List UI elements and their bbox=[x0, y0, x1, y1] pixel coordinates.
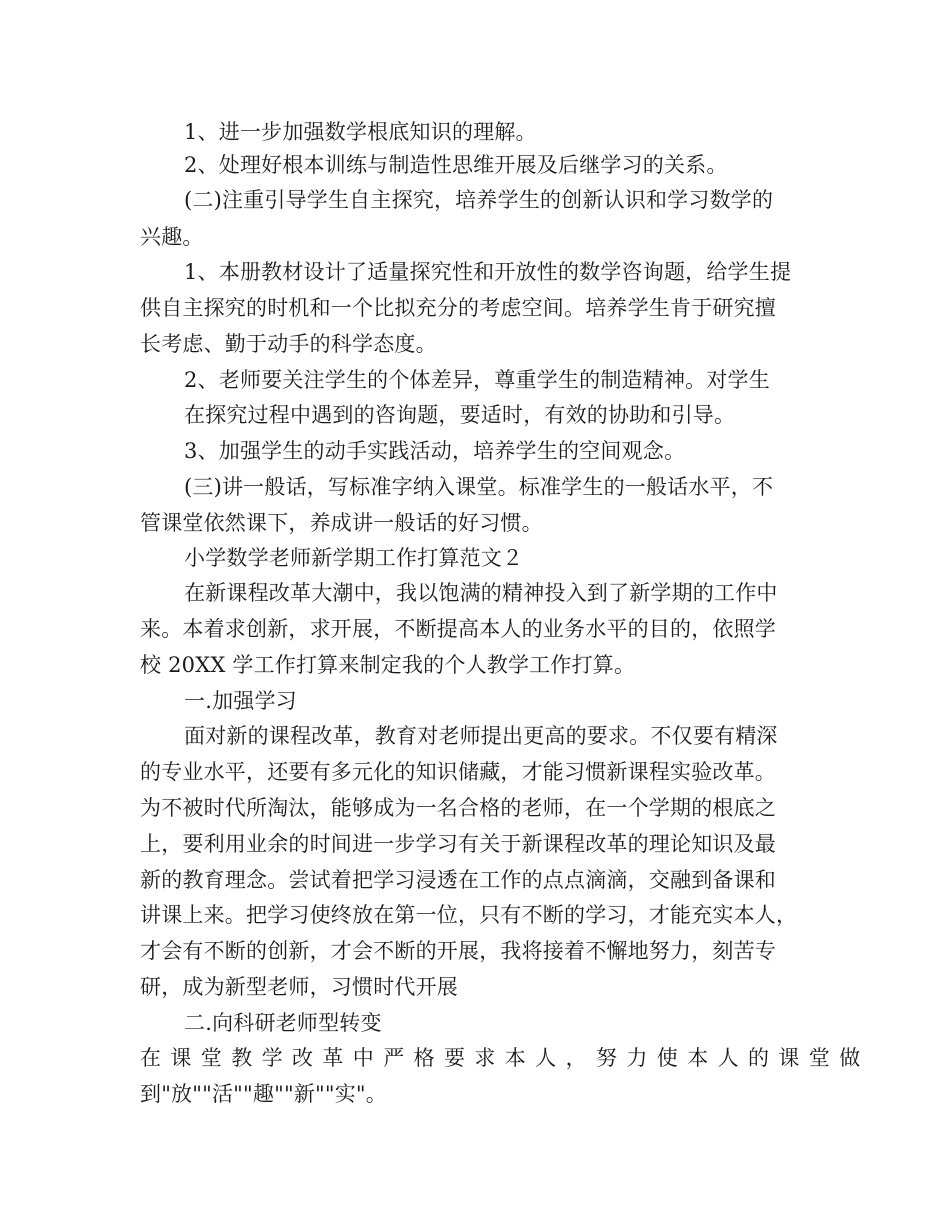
text-line: (二)注重引导学生自主探究，培养学生的创新认识和学习数学的 bbox=[184, 188, 774, 212]
text-line: 才会有不断的创新，才会不断的开展，我将接着不懈地努力，刻苦专 bbox=[140, 939, 776, 963]
text-line: 在新课程改革大潮中，我以饱满的精神投入到了新学期的工作中 bbox=[184, 581, 778, 605]
text-line: 讲课上来。把学习使终放在第一位，只有不断的学习，才能充实本人， bbox=[140, 903, 798, 927]
text-line: 在探究过程中遇到的咨询题，要适时，有效的协助和引导。 bbox=[184, 403, 736, 427]
section-heading: 一.加强学习 bbox=[184, 689, 297, 713]
text-line: 1、本册教材设计了适量探究性和开放性的数学咨询题，给学生提 bbox=[184, 260, 792, 284]
text-line: 供自主探究的时机和一个比拟充分的考虑空间。培养学生肯于研究擅 bbox=[140, 296, 776, 320]
text-line: 上，要利用业余的时间进一步学习有关于新课程改革的理论知识及最 bbox=[140, 832, 776, 856]
text-line: (三)讲一般话，写标准字纳入课堂。标准学生的一般话水平，不 bbox=[184, 475, 774, 499]
section-heading: 小学数学老师新学期工作打算范文２ bbox=[184, 546, 524, 570]
text-line: 新的教育理念。尝试着把学习浸透在工作的点点滴滴，交融到备课和 bbox=[140, 868, 776, 892]
text-line: 到"放""活""趣""新""实"。 bbox=[140, 1082, 387, 1106]
text-line: 管课堂依然课下，养成讲一般话的好习惯。 bbox=[140, 511, 543, 535]
text-line: 来。本着求创新，求开展，不断提高本人的业务水平的目的，依照学 bbox=[140, 617, 776, 641]
text-line: 面对新的课程改革，教育对老师提出更高的要求。不仅要有精深 bbox=[184, 724, 778, 748]
text-line: 1、进一步加强数学根底知识的理解。 bbox=[184, 120, 537, 144]
text-line: 研，成为新型老师，习惯时代开展 bbox=[140, 975, 458, 999]
text-line: 在课堂教学改革中严格要求本人，努力使本人的课堂做 bbox=[140, 1046, 870, 1070]
text-line: 兴趣。 bbox=[140, 225, 204, 249]
text-line: 的专业水平，还要有多元化的知识储藏，才能习惯新课程实验改革。 bbox=[140, 760, 776, 784]
text-line: 校 20XX 学工作打算来制定我的个人教学工作打算。 bbox=[140, 653, 636, 677]
text-line: 2、老师要关注学生的个体差异，尊重学生的制造精神。对学生 bbox=[184, 368, 770, 392]
text-line: 为不被时代所淘汰，能够成为一名合格的老师，在一个学期的根底之 bbox=[140, 796, 776, 820]
text-line: 长考虑、勤于动手的科学态度。 bbox=[140, 332, 437, 356]
text-line: 3、加强学生的动手实践活动，培养学生的空间观念。 bbox=[184, 439, 686, 463]
section-heading: 二.向科研老师型转变 bbox=[184, 1011, 382, 1035]
text-line: 2、处理好根本训练与制造性思维开展及后继学习的关系。 bbox=[184, 153, 728, 177]
